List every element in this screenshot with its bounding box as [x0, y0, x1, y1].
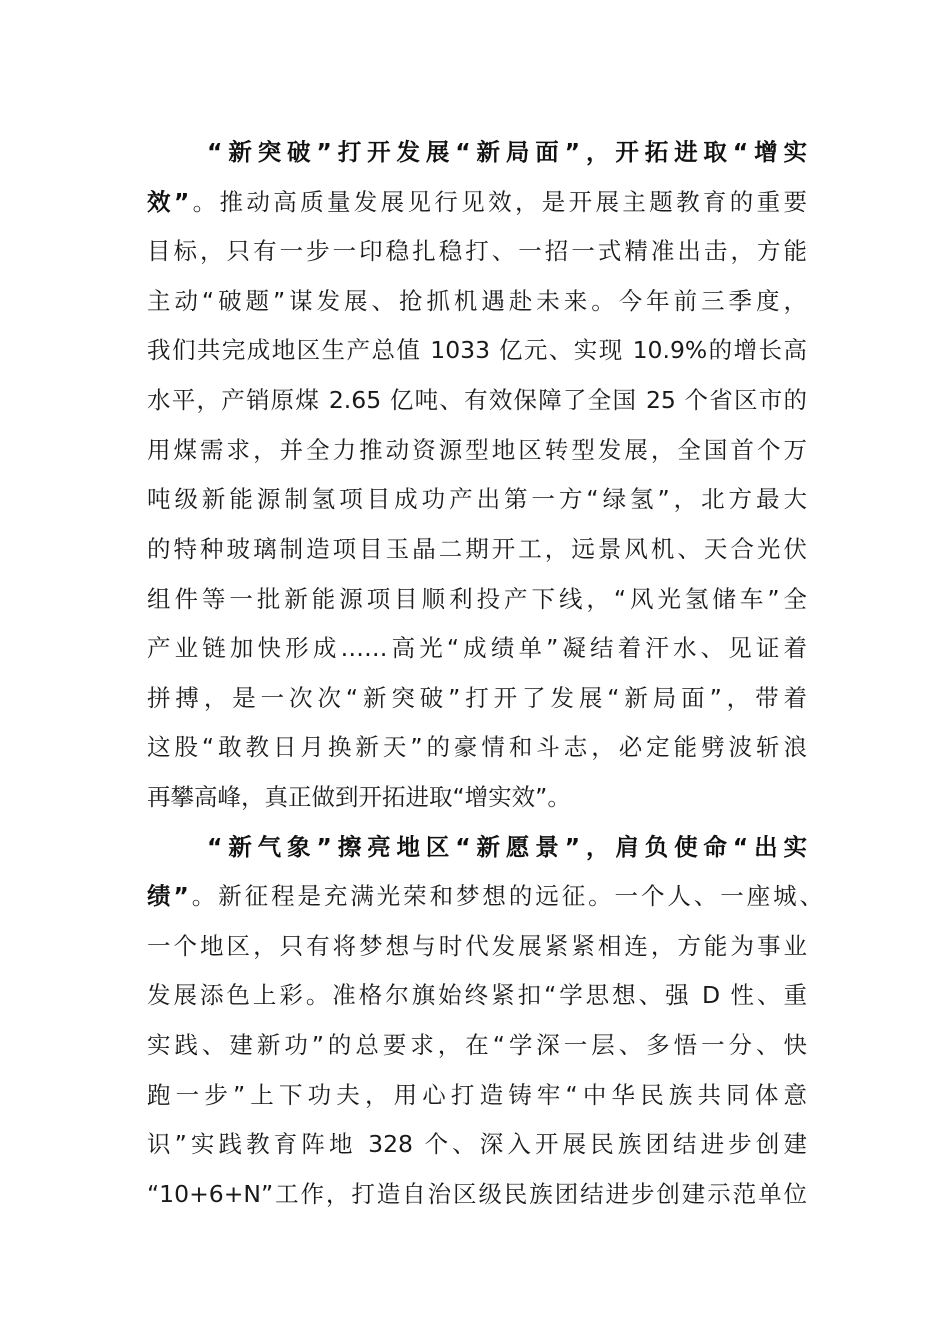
paragraph-1-line-3: 目标，只有一步一印稳扎稳打、一招一式精准出击，方能 — [147, 237, 807, 265]
paragraph-2-line-7: 识”实践教育阵地 328 个、深入开展民族团结进步创建 — [147, 1130, 807, 1158]
paragraph-2-heading: “新气象”擦亮地区“新愿景”，肩负使命“出实 — [207, 833, 807, 861]
paragraph-1-heading: “新突破”打开发展“新局面”，开拓进取“增实 — [207, 138, 807, 166]
paragraph-1-line-9: 的特种玻璃制造项目玉晶二期开工，远景风机、天合光伏 — [147, 535, 807, 563]
paragraph-1-line-13: 这股“敢教日月换新天”的豪情和斗志，必定能劈波斩浪 — [147, 733, 807, 761]
paragraph-1-line-6: 水平，产销原煤 2.65 亿吨、有效保障了全国 25 个省区市的 — [147, 386, 807, 414]
paragraph-1-line-2: 效”。推动高质量发展见行见效，是开展主题教育的重要 — [147, 188, 808, 216]
paragraph-2-line-8: “10+6+N”工作，打造自治区级民族团结进步创建示范单位 — [147, 1180, 807, 1208]
paragraph-1-line-1 — [207, 132, 807, 172]
paragraph-1-line-5: 我们共完成地区生产总值 1033 亿元、实现 10.9%的增长高 — [147, 336, 807, 364]
paragraph-2-line-6: 跑一步”上下功夫，用心打造铸牢“中华民族共同体意 — [147, 1081, 807, 1109]
paragraph-1-line-11: 产业链加快形成……高光“成绩单”凝结着汗水、见证着 — [147, 634, 807, 662]
paragraph-1-line-7: 用煤需求，并全力推动资源型地区转型发展，全国首个万 — [147, 436, 807, 464]
paragraph-1-line-12: 拼搏，是一次次“新突破”打开了发展“新局面”，带着 — [147, 684, 807, 712]
paragraph-1-line-14: 再攀高峰，真正做到开拓进取“增实效”。 — [147, 783, 571, 811]
paragraph-2-line-1 — [207, 827, 807, 867]
paragraph-2-line-2: 绩”。新征程是充满光荣和梦想的远征。一个人、一座城、 — [147, 882, 823, 910]
paragraph-2-line-3: 一个地区，只有将梦想与时代发展紧紧相连，方能为事业 — [147, 932, 807, 960]
paragraph-1-line-4: 主动“破题”谋发展、抢抓机遇赴未来。今年前三季度， — [147, 287, 807, 315]
paragraph-1-line-10: 组件等一批新能源项目顺利投产下线，“风光氢储车”全 — [147, 585, 807, 613]
paragraph-1-line-8: 吨级新能源制氢项目成功产出第一方“绿氢”，北方最大 — [147, 485, 807, 513]
paragraph-2-line-5: 实践、建新功”的总要求，在“学深一层、多悟一分、快 — [147, 1031, 807, 1059]
paragraph-2-line-4: 发展添色上彩。准格尔旗始终紧扣“学思想、强 D 性、重 — [147, 981, 807, 1009]
